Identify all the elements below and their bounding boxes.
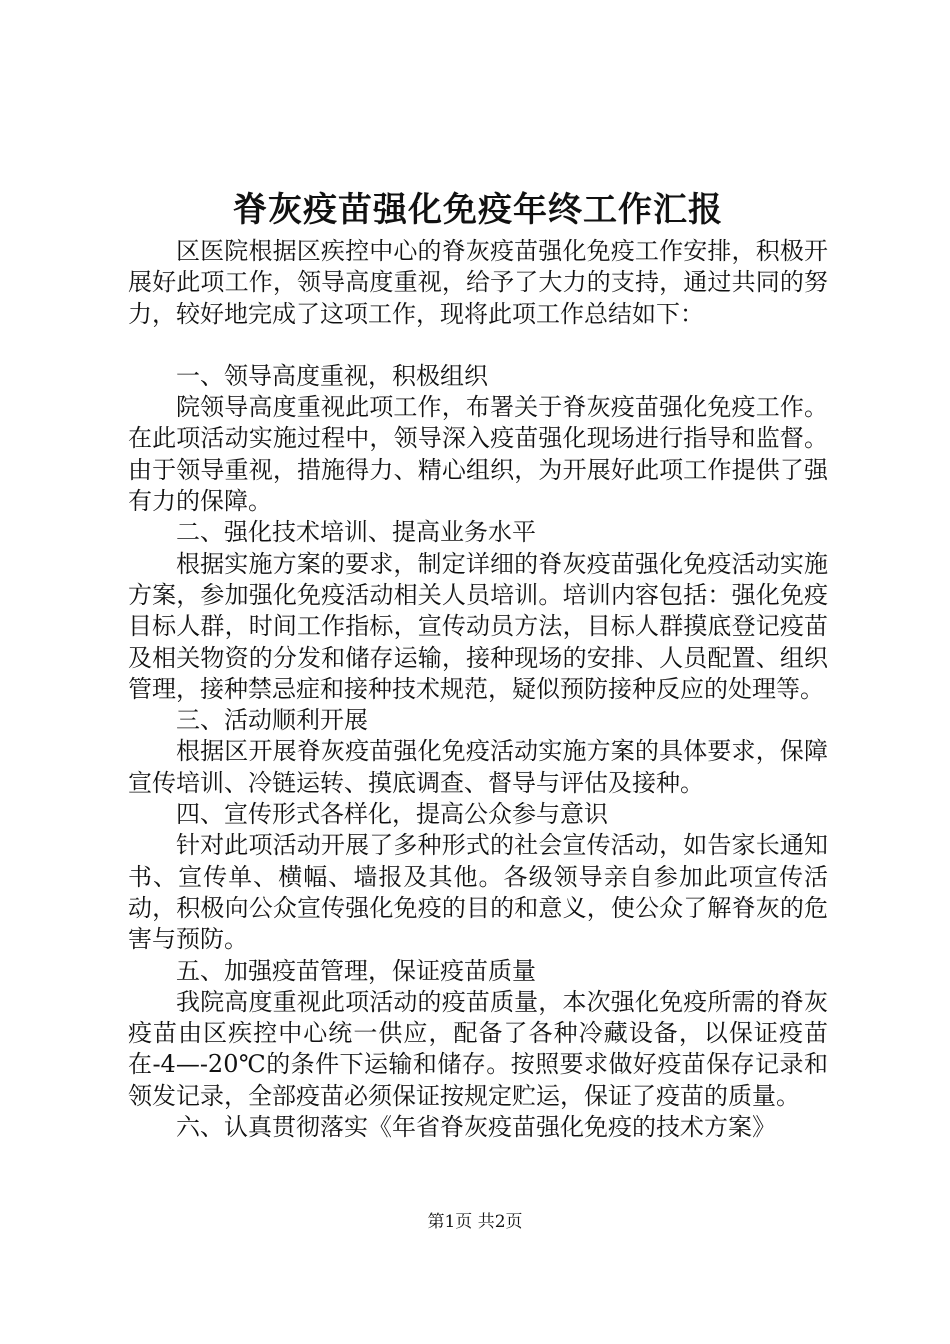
section-heading-5: 五、加强疫苗管理，保证疫苗质量 (176, 956, 536, 985)
section-body-1: 院领导高度重视此项工作，布署关于脊灰疫苗强化免疫工作。在此项活动实施过程中，领导深入疫苗强化现场进行指导和监督。由于领导重视，措施得力、精心组织，为开展好此项工作提供了强有力的保障。 (128, 393, 828, 516)
section-heading-1: 一、领导高度重视，积极组织 (176, 361, 488, 390)
section-body-2: 根据实施方案的要求，制定详细的脊灰疫苗强化免疫活动实施方案，参加强化免疫活动相关人员培训。培训内容包括：强化免疫目标人群，时间工作指标，宣传动员方法，目标人群摸底登记疫苗及相关物资的分发和储存运输，接种现场的安排、人员配置、组织管理，接种禁忌症和接种技术规范，疑似预防接种反应的处理等。 (128, 549, 828, 703)
section-body-4: 针对此项活动开展了多种形式的社会宣传活动，如告家长通知书、宣传单、横幅、墙报及其他。各级领导亲自参加此项宣传活动，积极向公众宣传强化免疫的目的和意义，使公众了解脊灰的危害与预防。 (128, 831, 828, 954)
document-title: 脊灰疫苗强化免疫年终工作汇报 (233, 190, 723, 230)
section-body-5: 我院高度重视此项活动的疫苗质量，本次强化免疫所需的脊灰疫苗由区疾控中心统一供应，配备了各种冷藏设备，以保证疫苗在-4—-20℃的条件下运输和储存。按照要求做好疫苗保存记录和领发记录，全部疫苗必须保证按规定贮运，保证了疫苗的质量。 (128, 987, 828, 1110)
section-heading-6: 六、认真贯彻落实《年省脊灰疫苗强化免疫的技术方案》 (176, 1113, 776, 1142)
section-heading-4: 四、宣传形式各样化，提高公众参与意识 (176, 800, 608, 829)
document-page (128, 184, 828, 1143)
section-heading-3: 三、活动顺利开展 (176, 706, 368, 735)
intro-paragraph: 区医院根据区疾控中心的脊灰疫苗强化免疫工作安排，积极开展好此项工作，领导高度重视，给予了大力的支持，通过共同的努力，较好地完成了这项工作，现将此项工作总结如下： (128, 237, 828, 328)
section-body-3: 根据区开展脊灰疫苗强化免疫活动实施方案的具体要求，保障宣传培训、冷链运转、摸底调查、督导与评估及接种。 (128, 737, 828, 797)
page-number-footer: 第1页 共2页 (427, 1212, 523, 1232)
section-heading-2: 二、强化技术培训、提高业务水平 (176, 518, 536, 547)
